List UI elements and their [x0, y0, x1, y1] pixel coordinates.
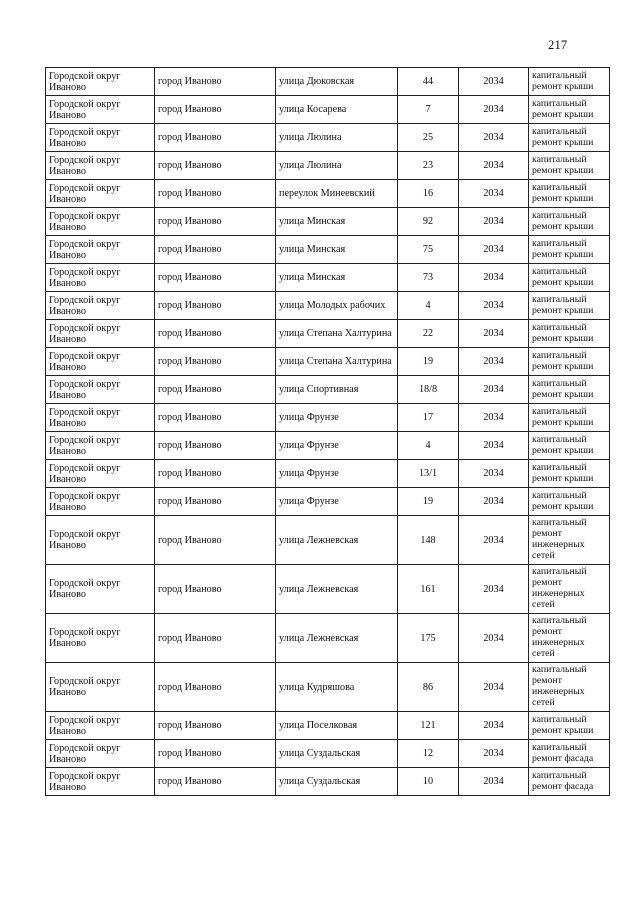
house-number-cell: 23: [398, 152, 459, 180]
city-cell: город Иваново: [155, 124, 276, 152]
table-row: [46, 432, 610, 460]
street-cell: улица Дюковская: [276, 68, 398, 96]
street-cell: улица Молодых рабочих: [276, 292, 398, 320]
table-row: [46, 68, 610, 96]
house-number-cell: 4: [398, 292, 459, 320]
year-cell: 2034: [459, 432, 529, 460]
year-cell: 2034: [459, 663, 529, 712]
house-number-cell: 4: [398, 432, 459, 460]
street-cell: улица Фрунзе: [276, 432, 398, 460]
city-cell: город Иваново: [155, 614, 276, 663]
street-cell: улица Суздальская: [276, 740, 398, 768]
street-cell: улица Минская: [276, 236, 398, 264]
street-cell: переулок Минеевский: [276, 180, 398, 208]
year-cell: 2034: [459, 124, 529, 152]
work-type-cell: капитальный ремонт крыши: [529, 292, 610, 320]
house-number-cell: 75: [398, 236, 459, 264]
district-cell: Городской округ Иваново: [46, 208, 155, 236]
work-type-cell: капитальный ремонт крыши: [529, 68, 610, 96]
house-number-cell: 92: [398, 208, 459, 236]
year-cell: 2034: [459, 712, 529, 740]
street-cell: улица Фрунзе: [276, 404, 398, 432]
work-type-cell: капитальный ремонт инженерных сетей: [529, 614, 610, 663]
street-cell: улица Фрунзе: [276, 488, 398, 516]
city-cell: город Иваново: [155, 404, 276, 432]
year-cell: 2034: [459, 96, 529, 124]
work-type-cell: капитальный ремонт фасада: [529, 768, 610, 796]
street-cell: улица Минская: [276, 208, 398, 236]
city-cell: город Иваново: [155, 208, 276, 236]
district-cell: Городской округ Иваново: [46, 152, 155, 180]
street-cell: улица Поселковая: [276, 712, 398, 740]
year-cell: 2034: [459, 320, 529, 348]
city-cell: город Иваново: [155, 96, 276, 124]
work-type-cell: капитальный ремонт крыши: [529, 348, 610, 376]
street-cell: улица Косарева: [276, 96, 398, 124]
street-cell: улица Фрунзе: [276, 460, 398, 488]
house-number-cell: 161: [398, 565, 459, 614]
year-cell: 2034: [459, 516, 529, 565]
year-cell: 2034: [459, 740, 529, 768]
city-cell: город Иваново: [155, 740, 276, 768]
work-type-cell: капитальный ремонт крыши: [529, 376, 610, 404]
city-cell: город Иваново: [155, 348, 276, 376]
work-type-cell: капитальный ремонт крыши: [529, 320, 610, 348]
city-cell: город Иваново: [155, 432, 276, 460]
house-number-cell: 7: [398, 96, 459, 124]
house-number-cell: 16: [398, 180, 459, 208]
street-cell: улица Спортивная: [276, 376, 398, 404]
work-type-cell: капитальный ремонт крыши: [529, 404, 610, 432]
street-cell: улица Люлина: [276, 124, 398, 152]
work-type-cell: капитальный ремонт крыши: [529, 712, 610, 740]
district-cell: Городской округ Иваново: [46, 432, 155, 460]
work-type-cell: капитальный ремонт инженерных сетей: [529, 663, 610, 712]
street-cell: улица Степана Халтурина: [276, 348, 398, 376]
house-number-cell: 19: [398, 488, 459, 516]
year-cell: 2034: [459, 292, 529, 320]
work-type-cell: капитальный ремонт крыши: [529, 488, 610, 516]
city-cell: город Иваново: [155, 152, 276, 180]
year-cell: 2034: [459, 404, 529, 432]
house-number-cell: 86: [398, 663, 459, 712]
house-number-cell: 44: [398, 68, 459, 96]
table-row: [46, 96, 610, 124]
year-cell: 2034: [459, 376, 529, 404]
table-row: [46, 236, 610, 264]
district-cell: Городской округ Иваново: [46, 124, 155, 152]
year-cell: 2034: [459, 460, 529, 488]
city-cell: город Иваново: [155, 516, 276, 565]
year-cell: 2034: [459, 264, 529, 292]
house-number-cell: 18/8: [398, 376, 459, 404]
district-cell: Городской округ Иваново: [46, 460, 155, 488]
table-row: [46, 264, 610, 292]
district-cell: Городской округ Иваново: [46, 663, 155, 712]
city-cell: город Иваново: [155, 68, 276, 96]
city-cell: город Иваново: [155, 460, 276, 488]
house-number-cell: 73: [398, 264, 459, 292]
work-type-cell: капитальный ремонт крыши: [529, 208, 610, 236]
city-cell: город Иваново: [155, 236, 276, 264]
district-cell: Городской округ Иваново: [46, 404, 155, 432]
street-cell: улица Минская: [276, 264, 398, 292]
table-row: [46, 460, 610, 488]
work-type-cell: капитальный ремонт фасада: [529, 740, 610, 768]
work-type-cell: капитальный ремонт инженерных сетей: [529, 565, 610, 614]
city-cell: город Иваново: [155, 712, 276, 740]
table-row: [46, 516, 610, 565]
table-row: [46, 712, 610, 740]
table-row: [46, 152, 610, 180]
table-row: [46, 292, 610, 320]
year-cell: 2034: [459, 208, 529, 236]
year-cell: 2034: [459, 768, 529, 796]
street-cell: улица Люлина: [276, 152, 398, 180]
repair-schedule-table: [45, 67, 610, 796]
district-cell: Городской округ Иваново: [46, 740, 155, 768]
table-row: [46, 348, 610, 376]
table-row: [46, 404, 610, 432]
district-cell: Городской округ Иваново: [46, 96, 155, 124]
district-cell: Городской округ Иваново: [46, 320, 155, 348]
street-cell: улица Лежневская: [276, 516, 398, 565]
table-row: [46, 614, 610, 663]
table-row: [46, 740, 610, 768]
city-cell: город Иваново: [155, 320, 276, 348]
work-type-cell: капитальный ремонт крыши: [529, 180, 610, 208]
district-cell: Городской округ Иваново: [46, 565, 155, 614]
district-cell: Городской округ Иваново: [46, 712, 155, 740]
table-row: [46, 768, 610, 796]
house-number-cell: 10: [398, 768, 459, 796]
table-row: [46, 488, 610, 516]
work-type-cell: капитальный ремонт крыши: [529, 152, 610, 180]
district-cell: Городской округ Иваново: [46, 348, 155, 376]
table-row: [46, 376, 610, 404]
work-type-cell: капитальный ремонт крыши: [529, 460, 610, 488]
street-cell: улица Суздальская: [276, 768, 398, 796]
district-cell: Городской округ Иваново: [46, 768, 155, 796]
district-cell: Городской округ Иваново: [46, 376, 155, 404]
district-cell: Городской округ Иваново: [46, 236, 155, 264]
house-number-cell: 22: [398, 320, 459, 348]
house-number-cell: 19: [398, 348, 459, 376]
city-cell: город Иваново: [155, 376, 276, 404]
city-cell: город Иваново: [155, 180, 276, 208]
house-number-cell: 121: [398, 712, 459, 740]
year-cell: 2034: [459, 488, 529, 516]
work-type-cell: капитальный ремонт крыши: [529, 264, 610, 292]
district-cell: Городской округ Иваново: [46, 264, 155, 292]
year-cell: 2034: [459, 236, 529, 264]
district-cell: Городской округ Иваново: [46, 68, 155, 96]
street-cell: улица Лежневская: [276, 614, 398, 663]
district-cell: Городской округ Иваново: [46, 614, 155, 663]
work-type-cell: капитальный ремонт крыши: [529, 96, 610, 124]
year-cell: 2034: [459, 68, 529, 96]
district-cell: Городской округ Иваново: [46, 488, 155, 516]
year-cell: 2034: [459, 152, 529, 180]
table-row: [46, 208, 610, 236]
district-cell: Городской округ Иваново: [46, 516, 155, 565]
table-body: [46, 68, 610, 796]
street-cell: улица Кудряшова: [276, 663, 398, 712]
year-cell: 2034: [459, 565, 529, 614]
work-type-cell: капитальный ремонт инженерных сетей: [529, 516, 610, 565]
table-row: [46, 320, 610, 348]
city-cell: город Иваново: [155, 565, 276, 614]
district-cell: Городской округ Иваново: [46, 180, 155, 208]
house-number-cell: 17: [398, 404, 459, 432]
work-type-cell: капитальный ремонт крыши: [529, 236, 610, 264]
city-cell: город Иваново: [155, 488, 276, 516]
street-cell: улица Лежневская: [276, 565, 398, 614]
city-cell: город Иваново: [155, 768, 276, 796]
page-number: 217: [548, 38, 568, 52]
house-number-cell: 12: [398, 740, 459, 768]
year-cell: 2034: [459, 348, 529, 376]
work-type-cell: капитальный ремонт крыши: [529, 124, 610, 152]
table-row: [46, 180, 610, 208]
house-number-cell: 148: [398, 516, 459, 565]
city-cell: город Иваново: [155, 264, 276, 292]
year-cell: 2034: [459, 614, 529, 663]
work-type-cell: капитальный ремонт крыши: [529, 432, 610, 460]
district-cell: Городской округ Иваново: [46, 292, 155, 320]
house-number-cell: 175: [398, 614, 459, 663]
city-cell: город Иваново: [155, 292, 276, 320]
street-cell: улица Степана Халтурина: [276, 320, 398, 348]
table-row: [46, 565, 610, 614]
house-number-cell: 25: [398, 124, 459, 152]
city-cell: город Иваново: [155, 663, 276, 712]
table-row: [46, 124, 610, 152]
house-number-cell: 13/1: [398, 460, 459, 488]
year-cell: 2034: [459, 180, 529, 208]
table-row: [46, 663, 610, 712]
